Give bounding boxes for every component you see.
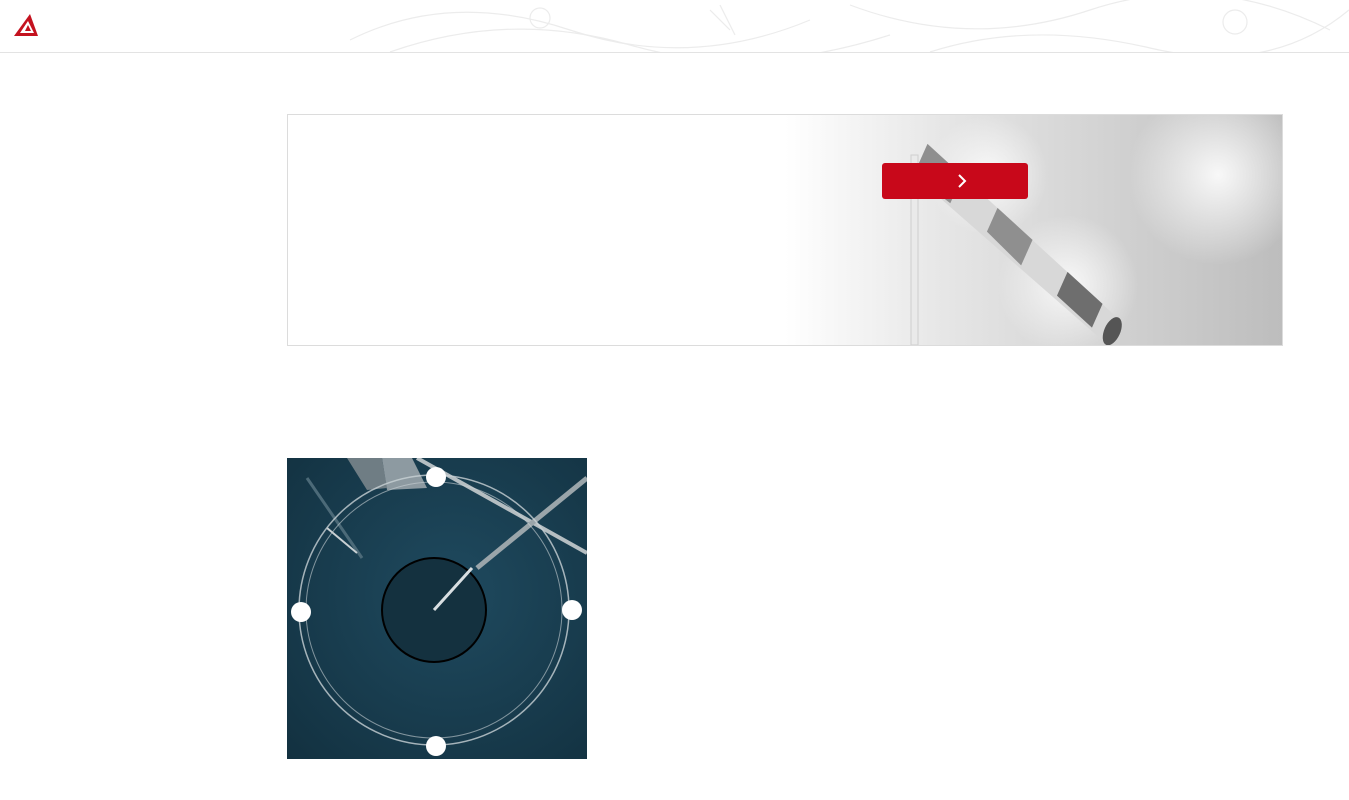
wind-speed-legend [287,425,1283,457]
logo-sail-icon [10,12,40,40]
windsock-photo [288,115,1282,345]
wind-distribution-panel [287,458,1283,759]
monthly-stacked-area-chart [590,458,1283,759]
wind-rose-map [287,458,587,759]
historical-data-card [287,114,1283,346]
chevron-right-icon [957,174,967,188]
header-decoration [330,0,1349,52]
get-data-button[interactable] [882,163,1028,199]
windfinder-logo[interactable] [6,12,40,40]
site-header [0,0,1349,53]
